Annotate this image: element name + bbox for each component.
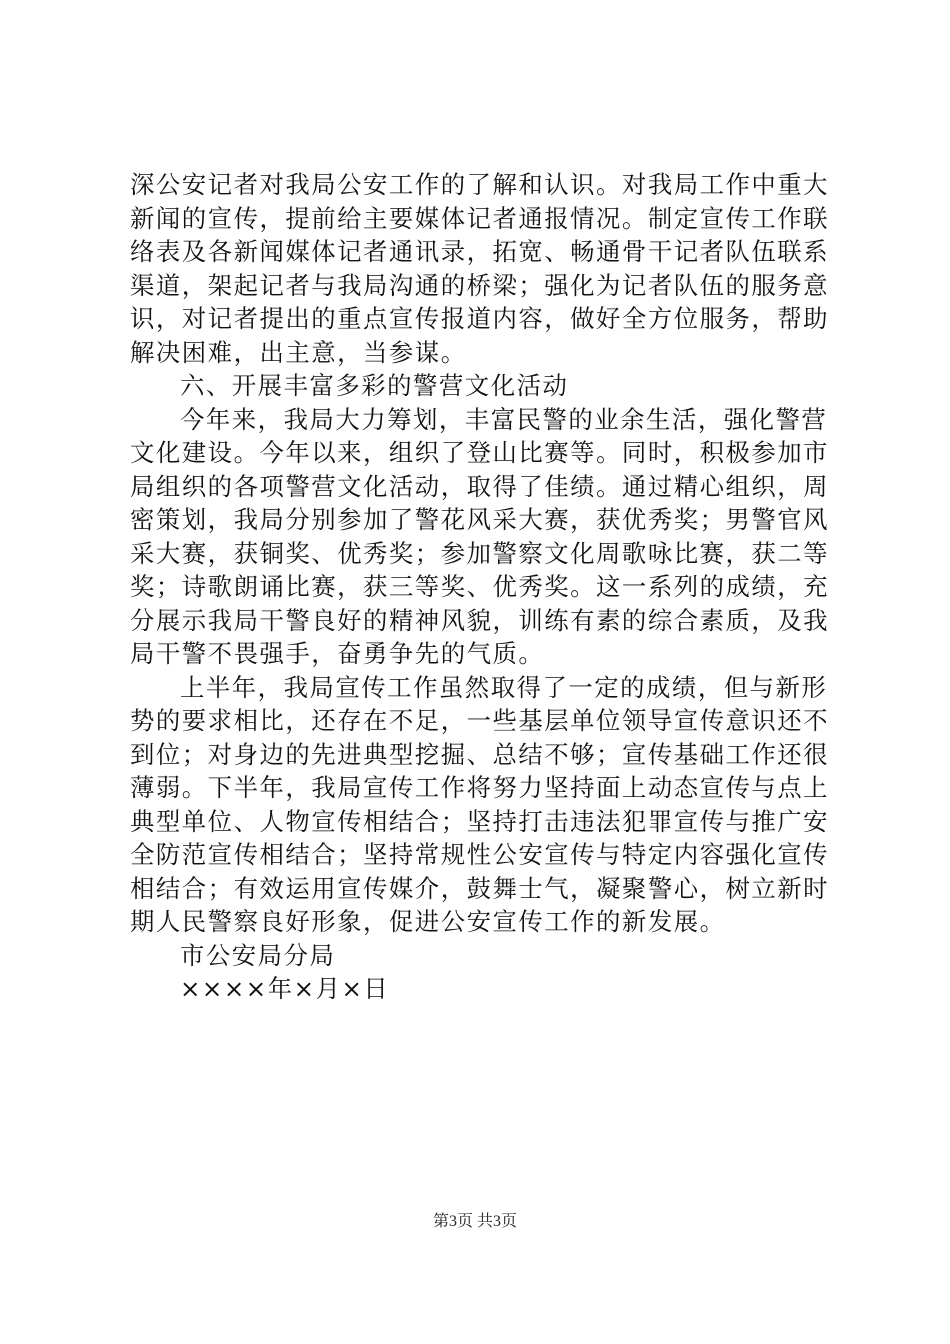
text-line: 到位；对身边的先进典型挖掘、总结不够；宣传基础工作还很: [130, 739, 830, 769]
text-line: 今年来，我局大力筹划，丰富民警的业余生活，强化警营: [180, 404, 828, 434]
text-line: 分展示我局干警良好的精神风貌，训练有素的综合素质，及我: [130, 605, 830, 635]
text-line: 络表及各新闻媒体记者通讯录，拓宽、畅通骨干记者队伍联系: [130, 237, 830, 266]
text-line: 识，对记者提出的重点宣传报道内容，做好全方位服务，帮助: [130, 304, 830, 333]
text-line: 局组织的各项警营文化活动，取得了佳绩。通过精心组织，周: [130, 471, 830, 501]
text-line: 六、开展丰富多彩的警营文化活动: [180, 371, 569, 400]
document-body: [130, 168, 830, 1006]
text-line: 上半年，我局宣传工作虽然取得了一定的成绩，但与新形: [180, 672, 828, 702]
text-line: 相结合；有效运用宣传媒介，鼓舞士气，凝聚警心，树立新时: [130, 873, 830, 903]
text-line: 局干警不畏强手，奋勇争先的气质。: [130, 639, 545, 668]
text-line: 渠道，架起记者与我局沟通的桥梁；强化为记者队伍的服务意: [130, 270, 830, 300]
page-footer: 第3页 共3页: [432, 1213, 517, 1230]
text-line: 密策划，我局分别参加了警花风采大赛，获优秀奖；男警官风: [130, 505, 830, 534]
text-line: 势的要求相比，还存在不足，一些基层单位领导宣传意识还不: [130, 706, 830, 735]
text-line: 奖；诗歌朗诵比赛，获三等奖、优秀奖。这一系列的成绩，充: [130, 572, 830, 601]
text-line: 典型单位、人物宣传相结合；坚持打击违法犯罪宣传与推广安: [130, 806, 830, 836]
text-line: 解决困难，出主意，当参谋。: [130, 337, 467, 367]
text-line: 采大赛，获铜奖、优秀奖；参加警察文化周歌咏比赛，获二等: [130, 538, 830, 568]
text-line: 全防范宣传相结合；坚持常规性公安宣传与特定内容强化宣传: [130, 840, 830, 869]
text-line: ××××年×月×日: [180, 974, 390, 1003]
text-line: 薄弱。下半年，我局宣传工作将努力坚持面上动态宣传与点上: [130, 773, 830, 802]
text-line: 文化建设。今年以来，组织了登山比赛等。同时，积极参加市: [130, 438, 830, 467]
text-line: 新闻的宣传，提前给主要媒体记者通报情况。制定宣传工作联: [130, 203, 830, 233]
text-line: 期人民警察良好形象，促进公安宣传工作的新发展。: [130, 907, 726, 936]
text-line: 市公安局分局: [180, 940, 336, 970]
text-line: 深公安记者对我局公安工作的了解和认识。对我局工作中重大: [130, 170, 830, 199]
